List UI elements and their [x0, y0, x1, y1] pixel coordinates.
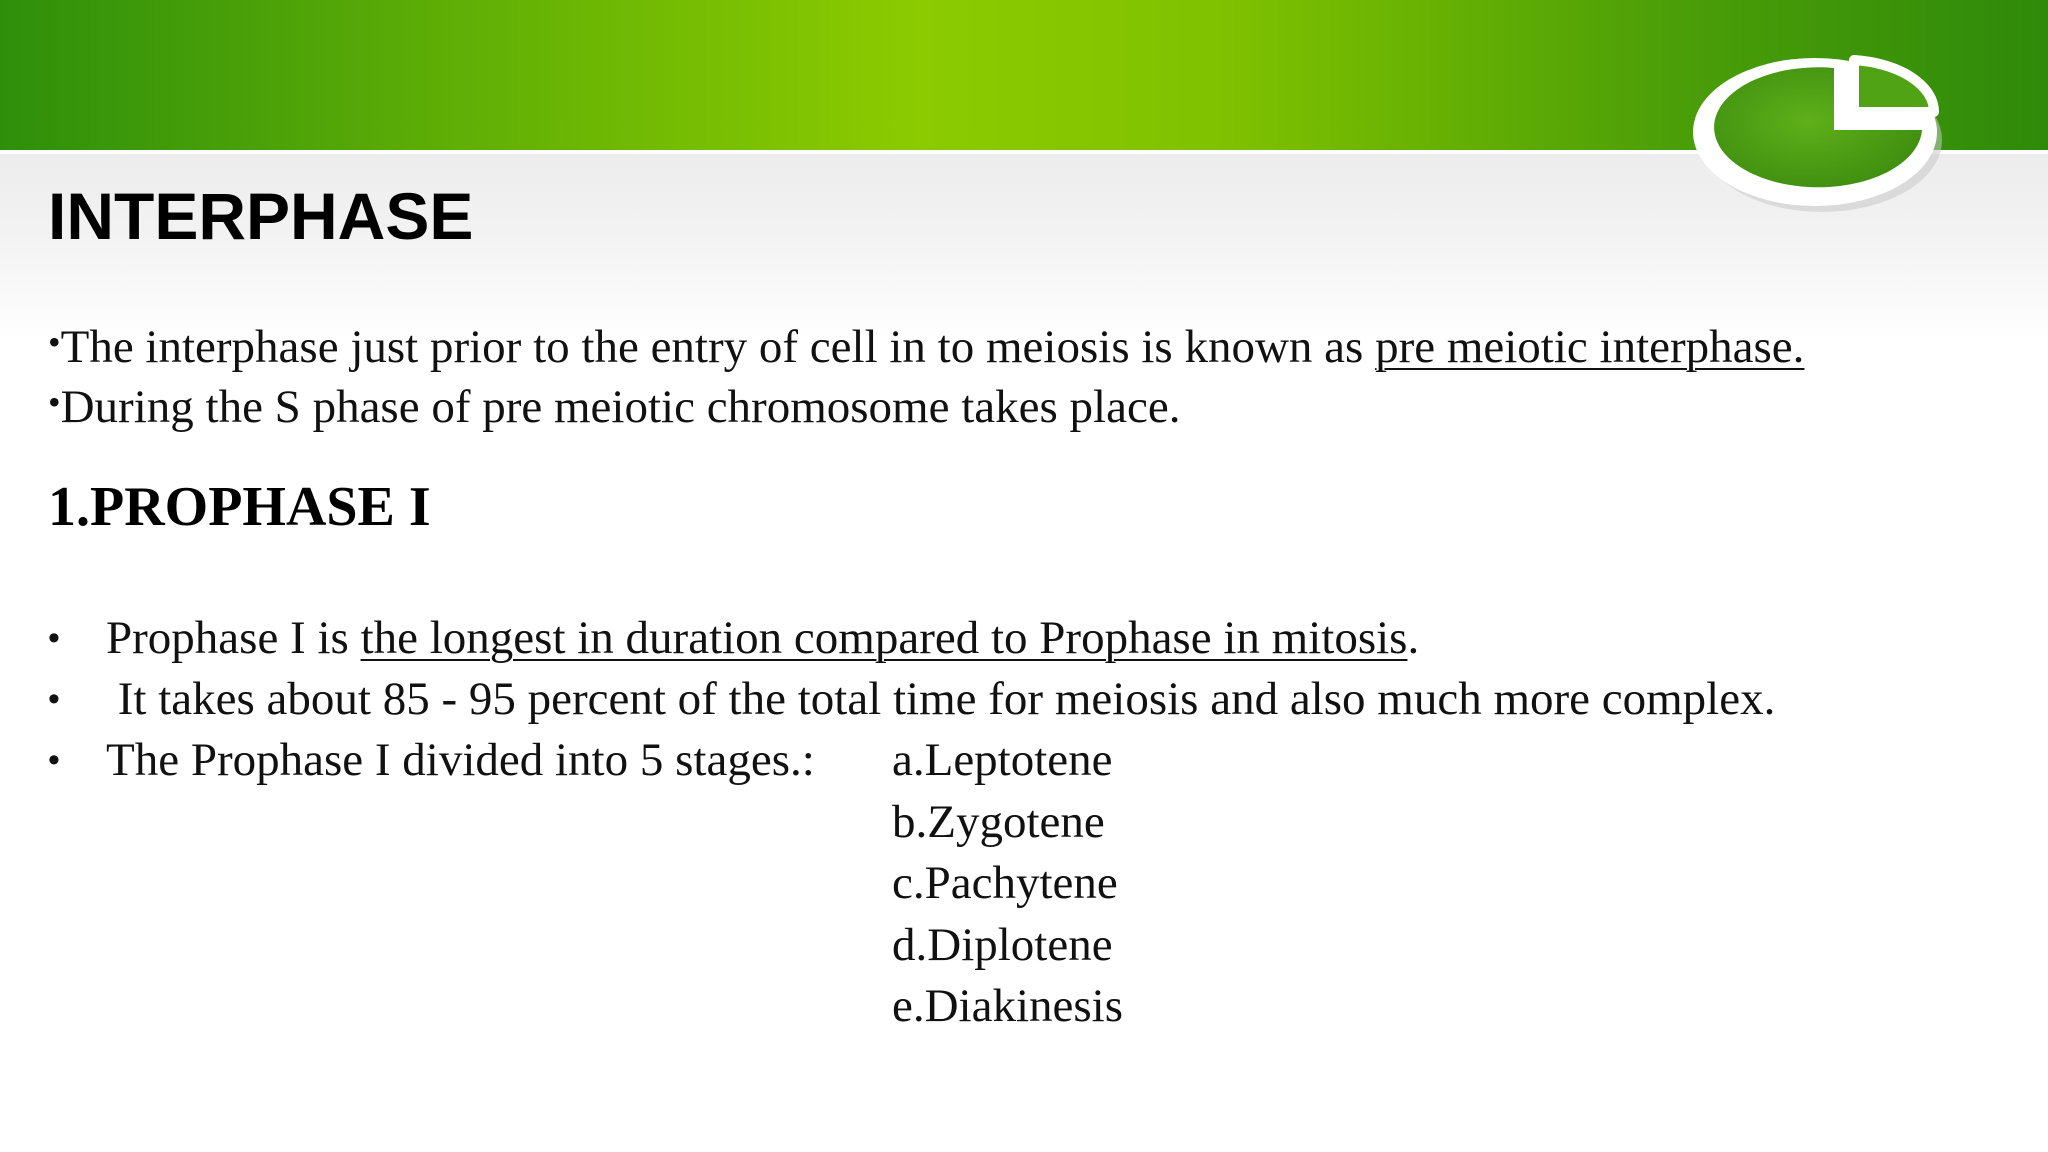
- intro-text-1: The interphase just prior to the entry of cell in to meiosis is known as: [60, 321, 1376, 373]
- intro-underlined-term: pre meiotic interphase.: [1375, 321, 1805, 373]
- list-item-text: [106, 608, 1419, 668]
- stage-item: b.Zygotene: [892, 795, 1105, 848]
- bullet-icon: •: [48, 322, 61, 362]
- stages-list: [892, 730, 1123, 1038]
- bullet-icon: •: [48, 382, 61, 422]
- stage-item: e.Diakinesis: [892, 980, 1124, 1032]
- intro-text-2: During the S phase of pre meiotic chromosome takes place.: [60, 381, 1181, 433]
- stage-item: d.Diplotene: [892, 918, 1113, 971]
- list-item-underlined: the longest in duration compared to Prophase in mitosis: [360, 612, 1408, 664]
- stage-item: a.Leptotene: [892, 734, 1113, 786]
- list-item-prefix: Prophase I is: [106, 612, 361, 664]
- intro-paragraph-1: [48, 312, 1804, 377]
- list-item-text: It takes about 85 - 95 percent of the total time for meiosis and also much more complex.: [106, 673, 1776, 725]
- pie-chart-logo-icon: [1672, 30, 1962, 230]
- list-item-text: The Prophase I divided into 5 stages.:: [106, 734, 815, 786]
- list-item-suffix: .: [1407, 612, 1420, 664]
- intro-paragraph-2: [48, 372, 1180, 437]
- slide-title: INTERPHASE: [48, 179, 474, 253]
- bullet-icon: •: [48, 741, 60, 779]
- section-heading: 1.PROPHASE I: [48, 476, 431, 538]
- bullet-icon: •: [48, 619, 60, 657]
- stage-item: c.Pachytene: [892, 857, 1118, 909]
- bullet-icon: •: [48, 680, 60, 718]
